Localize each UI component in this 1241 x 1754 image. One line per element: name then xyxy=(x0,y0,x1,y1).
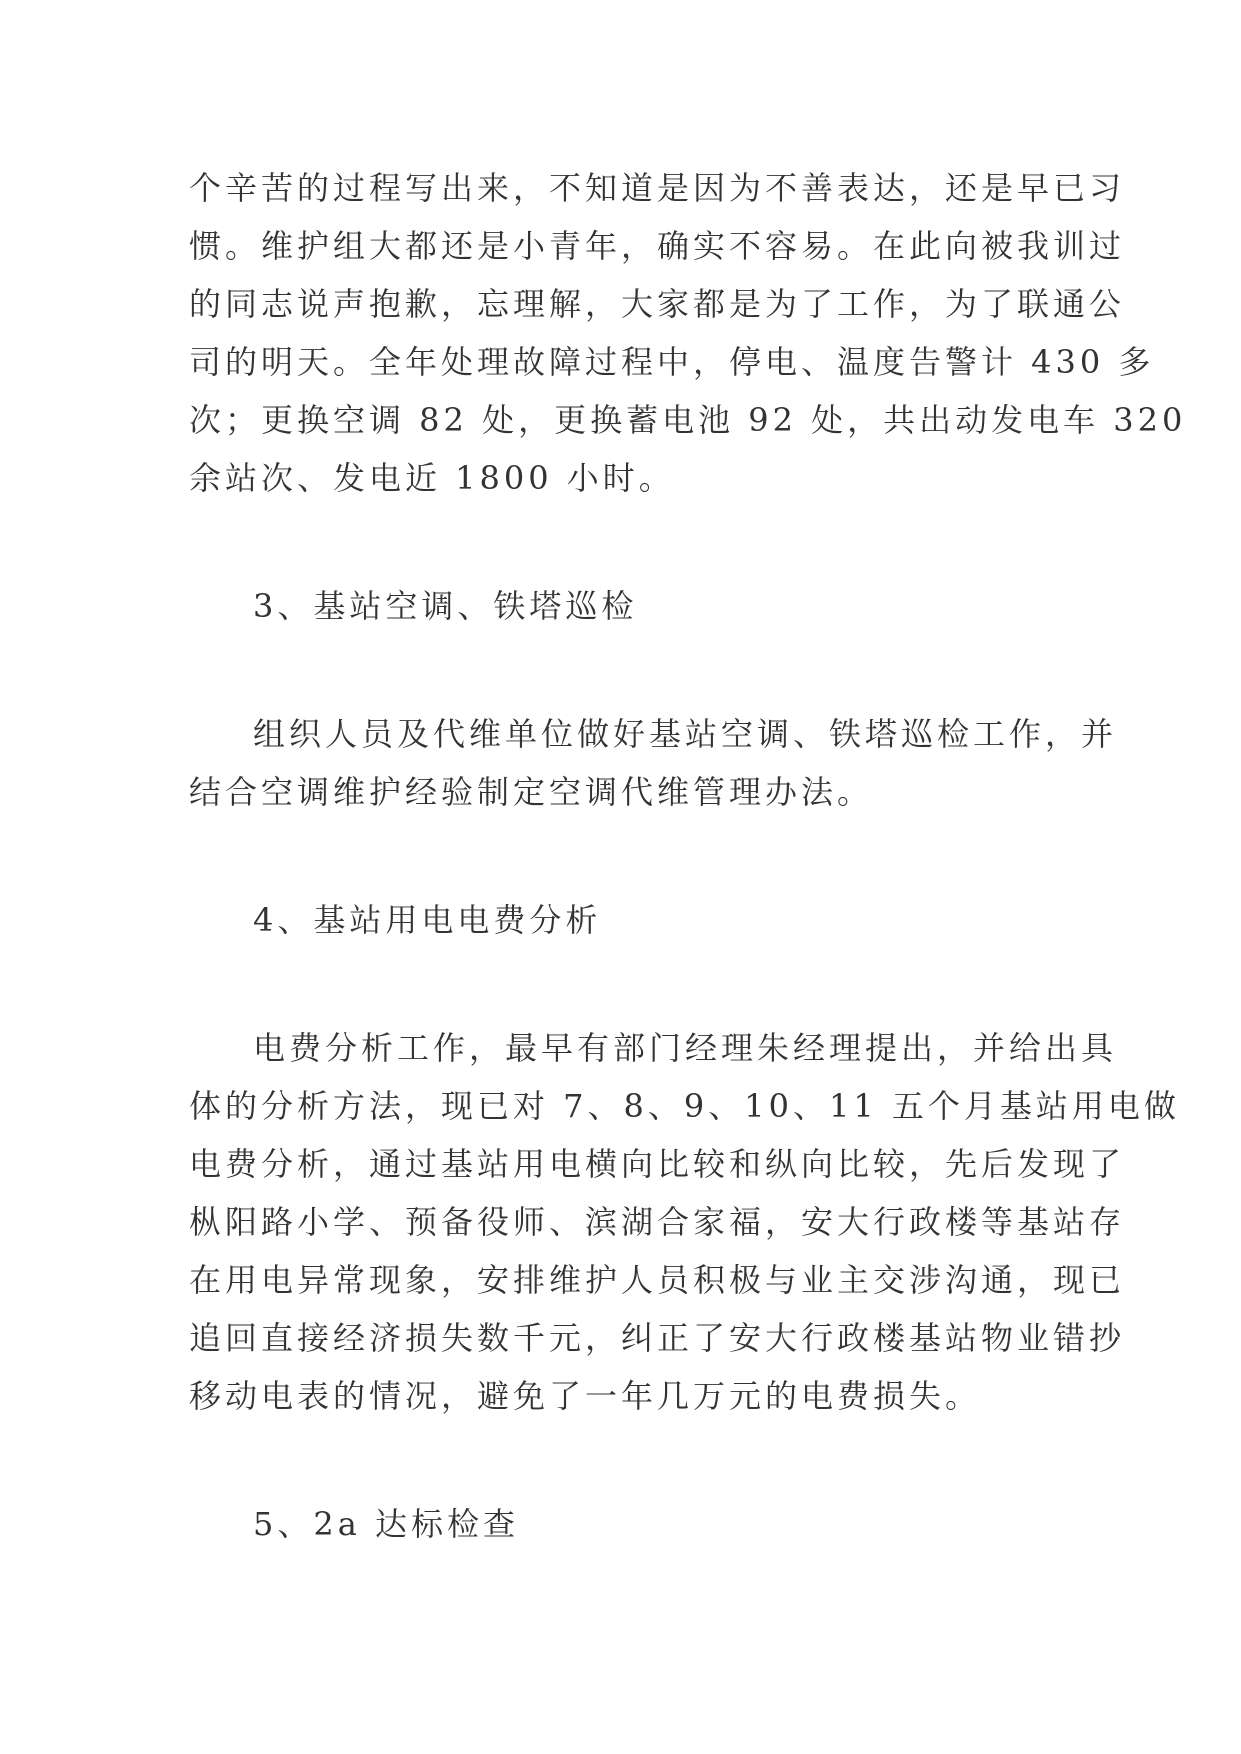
section-heading: 5、2a 达标检查 xyxy=(253,1505,519,1543)
section-3-heading xyxy=(189,577,1051,635)
text-line: 惯。维护组大都还是小青年，确实不容易。在此向被我训过 xyxy=(189,227,1126,265)
section-4-paragraph xyxy=(189,1019,1180,1425)
text-line: 移动电表的情况，避免了一年几万元的电费损失。 xyxy=(189,1377,982,1415)
text-line: 枞阳路小学、预备役师、滨湖合家福，安大行政楼等基站存 xyxy=(189,1203,1126,1241)
section-heading: 4、基站用电电费分析 xyxy=(253,901,602,939)
text-line: 司的明天。全年处理故障过程中，停电、温度告警计 430 多 xyxy=(189,343,1155,381)
section-5-heading xyxy=(189,1495,1051,1553)
section-3-paragraph xyxy=(189,705,1118,821)
document-body xyxy=(189,159,1187,1553)
continuation-paragraph xyxy=(189,159,1187,507)
text-line: 电费分析，通过基站用电横向比较和纵向比较，先后发现了 xyxy=(189,1145,1126,1183)
text-line: 电费分析工作，最早有部门经理朱经理提出，并给出具 xyxy=(253,1029,1118,1067)
text-line: 追回直接经济损失数千元，纠正了安大行政楼基站物业错抄 xyxy=(189,1319,1126,1357)
text-line: 结合空调维护经验制定空调代维管理办法。 xyxy=(189,773,874,811)
text-line: 个辛苦的过程写出来，不知道是因为不善表达，还是早已习 xyxy=(189,169,1126,207)
text-line: 余站次、发电近 1800 小时。 xyxy=(189,459,675,497)
text-line: 在用电异常现象，安排维护人员积极与业主交涉沟通，现已 xyxy=(189,1261,1126,1299)
text-line: 的同志说声抱歉，忘理解，大家都是为了工作，为了联通公 xyxy=(189,285,1126,323)
text-line: 组织人员及代维单位做好基站空调、铁塔巡检工作，并 xyxy=(253,715,1118,753)
text-line: 次；更换空调 82 处，更换蓄电池 92 处，共出动发电车 320 xyxy=(189,401,1187,439)
text-line: 体的分析方法，现已对 7、8、9、10、11 五个月基站用电做 xyxy=(189,1087,1180,1125)
section-heading: 3、基站空调、铁塔巡检 xyxy=(253,587,638,625)
section-4-heading xyxy=(189,891,1051,949)
